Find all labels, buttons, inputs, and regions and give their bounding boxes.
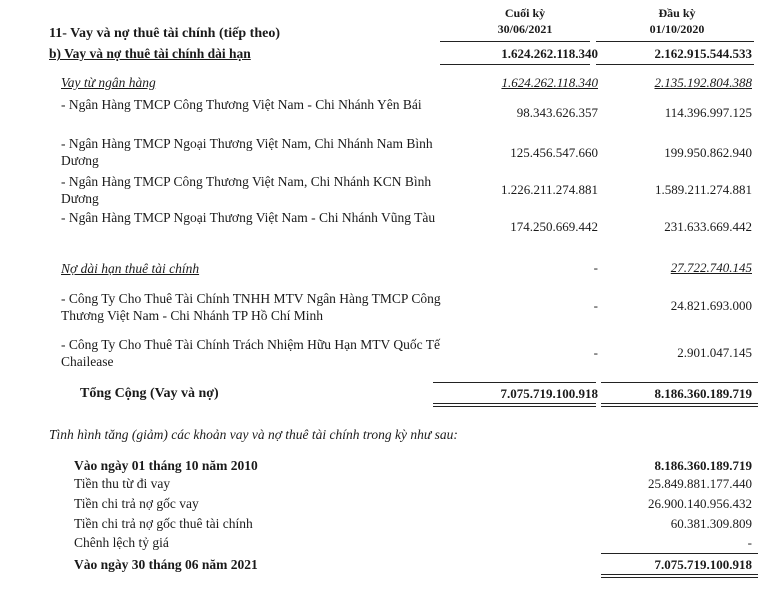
bank-item-col2: 1.589.211.274.881 bbox=[654, 182, 752, 197]
col2-header-rule bbox=[596, 41, 754, 42]
lease-item: - Công Ty Cho Thuê Tài Chính TNHH MTV Ngân Hàng TMCP Công Thương Việt Nam - Chi Nhánh TP Hồ Chí Minh bbox=[61, 291, 441, 323]
total-bottom-rule-col1 bbox=[433, 403, 596, 404]
bank-item-col2: 114.396.997.125 bbox=[664, 105, 752, 120]
movement-row-value: 8.186.360.189.719 bbox=[654, 458, 752, 473]
section-title: 11- Vay và nợ thuê tài chính (tiếp theo) bbox=[49, 26, 280, 41]
movement-row-label: Tiền thu từ đi vay bbox=[74, 476, 171, 491]
lease-col1: - bbox=[593, 260, 598, 275]
movement-row-value: 7.075.719.100.918 bbox=[654, 557, 752, 572]
total-label: Tổng Cộng (Vay và nợ) bbox=[80, 386, 219, 401]
col1-header-rule bbox=[440, 41, 590, 42]
long-term-label: b) Vay và nợ thuê tài chính dài hạn bbox=[49, 46, 251, 61]
movement-row-value: 60.381.309.809 bbox=[670, 516, 752, 531]
bank-loans-col1: 1.624.262.118.340 bbox=[501, 75, 598, 90]
col1-header-label: Cuối kỳ bbox=[504, 6, 546, 20]
total-double-rule-col1 bbox=[433, 406, 596, 407]
bank-item: - Ngân Hàng TMCP Công Thương Việt Nam - Chi Nhánh Yên Bái bbox=[61, 97, 422, 112]
col2-header-date: 01/10/2020 bbox=[649, 22, 705, 36]
bank-item-col2: 231.633.669.442 bbox=[664, 219, 752, 234]
movement-row-value: 26.900.140.956.432 bbox=[648, 496, 752, 511]
lease-item-col2: 24.821.693.000 bbox=[670, 298, 752, 313]
movement-intro: Tình hình tăng (giảm) các khoản vay và nợ thuê tài chính trong kỳ như sau: bbox=[49, 427, 458, 442]
total-top-rule-col1 bbox=[433, 382, 596, 383]
lease-item-col1: - bbox=[593, 298, 598, 313]
long-term-rule-col2 bbox=[596, 64, 754, 65]
movement-double-rule bbox=[601, 577, 758, 578]
lease-col2: 27.722.740.145 bbox=[670, 260, 752, 275]
bank-item-col1: 98.343.626.357 bbox=[516, 105, 598, 120]
long-term-col2: 2.162.915.544.533 bbox=[654, 46, 752, 61]
total-bottom-rule-col2 bbox=[601, 403, 758, 404]
bank-item-col1: 1.226.211.274.881 bbox=[500, 182, 598, 197]
movement-row-label: Chênh lệch tỷ giá bbox=[74, 535, 169, 550]
movement-row-label: Vào ngày 30 tháng 06 năm 2021 bbox=[74, 557, 258, 572]
bank-item-col1: 125.456.547.660 bbox=[510, 145, 598, 160]
bank-loans-col2: 2.135.192.804.388 bbox=[654, 75, 752, 90]
movement-row-label: Tiền chi trả nợ gốc vay bbox=[74, 496, 199, 511]
bank-item: - Ngân Hàng TMCP Công Thương Việt Nam, Chi Nhánh KCN Bình Dương bbox=[61, 174, 432, 206]
col2-header-label: Đầu kỳ bbox=[658, 6, 696, 20]
bank-item-col2: 199.950.862.940 bbox=[664, 145, 752, 160]
lease-item-col2: 2.901.047.145 bbox=[677, 345, 752, 360]
total-col1: 7.075.719.100.918 bbox=[500, 386, 598, 401]
movement-row-value: - bbox=[747, 535, 752, 550]
movement-row-value: 25.849.881.177.440 bbox=[648, 476, 752, 491]
bank-item: - Ngân Hàng TMCP Ngoại Thương Việt Nam - Chi Nhánh Vũng Tàu bbox=[61, 210, 436, 225]
col1-header-date: 30/06/2021 bbox=[497, 22, 553, 36]
long-term-col1: 1.624.262.118.340 bbox=[501, 46, 598, 61]
movement-row-label: Tiền chi trả nợ gốc thuê tài chính bbox=[74, 516, 253, 531]
movement-row-label: Vào ngày 01 tháng 10 năm 2010 bbox=[74, 458, 258, 473]
lease-item: - Công Ty Cho Thuê Tài Chính Trách Nhiệm Hữu Hạn MTV Quốc Tế Chailease bbox=[61, 337, 440, 369]
bank-item: - Ngân Hàng TMCP Ngoại Thương Việt Nam, Chi Nhánh Nam Bình Dương bbox=[61, 136, 433, 168]
movement-sum-rule bbox=[601, 553, 758, 554]
movement-bottom-rule bbox=[601, 574, 758, 575]
bank-item-col1: 174.250.669.442 bbox=[510, 219, 598, 234]
lease-label: Nợ dài hạn thuê tài chính bbox=[61, 261, 200, 276]
total-double-rule-col2 bbox=[601, 406, 758, 407]
total-top-rule-col2 bbox=[601, 382, 758, 383]
long-term-rule-col1 bbox=[440, 64, 590, 65]
lease-item-col1: - bbox=[593, 345, 598, 360]
total-col2: 8.186.360.189.719 bbox=[654, 386, 752, 401]
bank-loans-label: Vay từ ngân hàng bbox=[61, 75, 156, 90]
